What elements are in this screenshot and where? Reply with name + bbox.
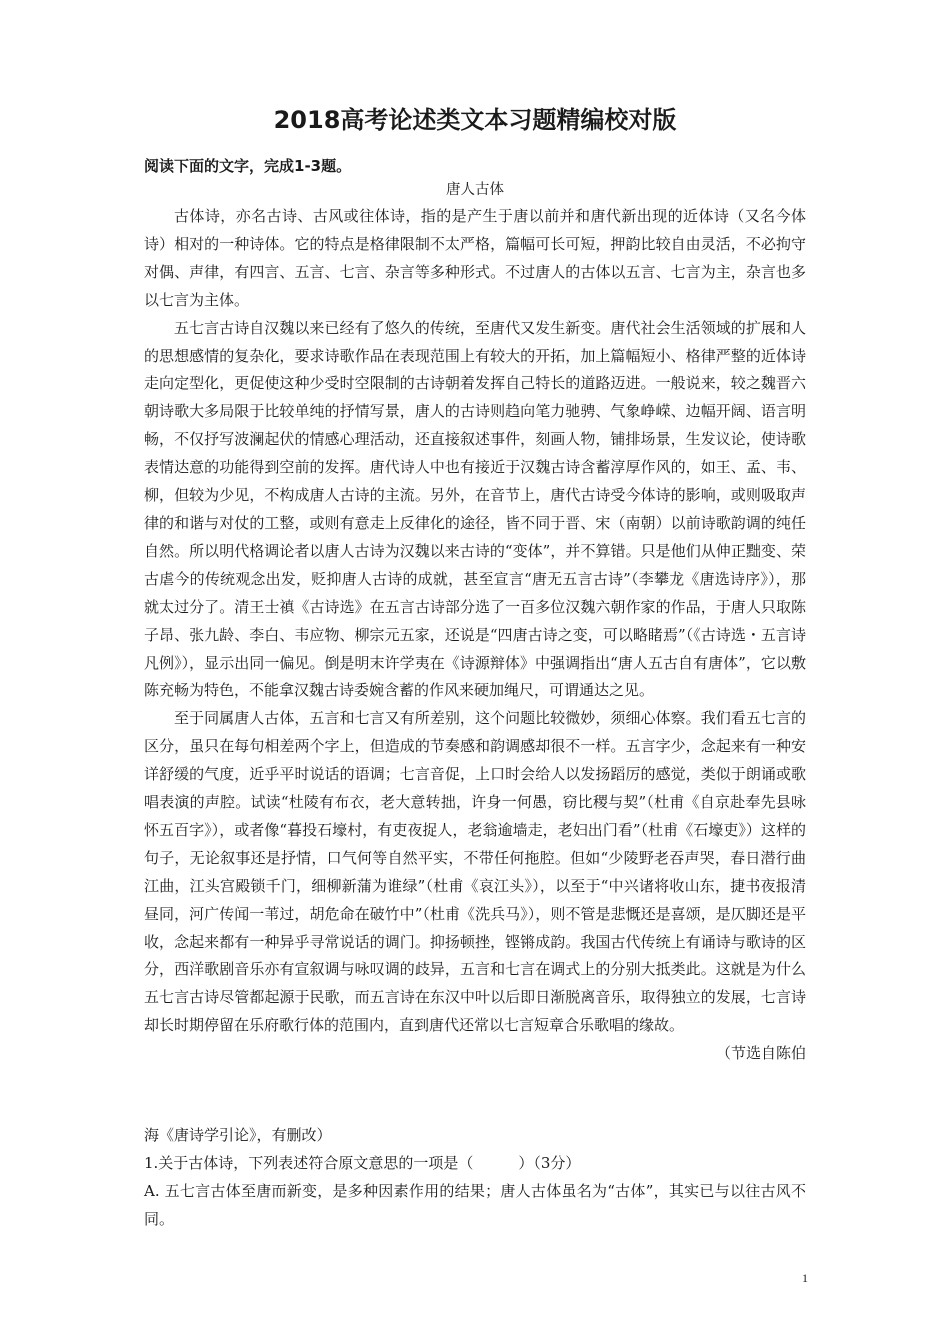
questions-section (144, 1122, 806, 1234)
page-number: 1 (802, 1271, 808, 1285)
article-title: 唐人古体 (446, 182, 504, 198)
document-title: 2018高考论述类文本习题精编校对版 (273, 106, 677, 134)
reading-instruction: 阅读下面的文字，完成1-3题。 (144, 157, 352, 175)
question-1-option-a: A. 五七言古体至唐而新变，是多种因素作用的结果；唐人古体虽名为“古体”，其实已与以往古风不同。 (144, 1181, 806, 1228)
article-body (144, 203, 806, 1068)
paragraph-1: 古体诗，亦名古诗、古风或往体诗，指的是产生于唐以前并和唐代新出现的近体诗（又名今体诗）相对的一种诗体。它的特点是格律限制不太严格，篇幅可长可短，押韵比较自由灵活，不必拘守对偶、声律，有四言、五言、七言、杂言等多种形式。不过唐人的古体以五言、七言为主，杂言也多以七言为主体。 (144, 207, 806, 309)
paragraph-3: 至于同属唐人古体，五言和七言又有所差别，这个问题比较微妙，须细心体察。我们看五七言的区分，虽只在每句相差两个字上，但造成的节奏感和韵调感却很不一样。五言字少，念起来有一种安详舒缓的气度，近乎平时说话的语调；七言音促，上口时会给人以发扬蹈厉的感觉，类似于朗诵或歌唱表演的声腔。试读“杜陵有布衣，老大意转拙，许身一何愚，窃比稷与契”（杜甫《自京赴奉先县咏怀五百字》），或者像“暮投石壕村，有吏夜捉人，老翁逾墙走，老妇出门看”（杜甫《石壕吏》）这样的句子，无论叙事还是抒情，口气何等自然平实，不带任何拖腔。但如“少陵野老吞声哭，春日潜行曲江曲，江头宫殿锁千门，细柳新蒲为谁绿”（杜甫《哀江头》），以至于“中兴诸将收山东，捷书夜报清昼同，河广传闻一苇过，胡危命在破竹中”（杜甫《洗兵马》），则不管是悲慨还是喜颂，是仄脚还是平收，念起来都有一种异乎寻常说话的调门。抑扬顿挫，铿锵成韵。我国古代传统上有诵诗与歌诗的区分，西洋歌剧音乐亦有宣叙调与咏叹调的歧异，五言和七言在调式上的分别大抵类此。这就是为什么五七言古诗尽管都起源于民歌，而五言诗在东汉中叶以后即日渐脱离音乐，取得独立的发展，七言诗却长时期停留在乐府歌行体的范围内，直到唐代还常以七言短章合乐歌唱的缘故。 (144, 709, 806, 1035)
question-1: 1.关于古体诗，下列表述符合原文意思的一项是（ ）（3分） (144, 1153, 581, 1172)
source-citation-line-2: 海《唐诗学引论》，有删改） (144, 1126, 332, 1144)
paragraph-2: 五七言古诗自汉魏以来已经有了悠久的传统，至唐代又发生新变。唐代社会生活领域的扩展和人的思想感情的复杂化，要求诗歌作品在表现范围上有较大的开拓，加上篇幅短小、格律严整的近体诗走向定型化，更促使这种少受时空限制的古诗朝着发挥自己特长的道路迈进。一般说来，较之魏晋六朝诗歌大多局限于比较单纯的抒情写景，唐人的古诗则趋向笔力驰骋、气象峥嵘、边幅开阔、语言明畅，不仅抒写波澜起伏的情感心理活动，还直接叙述事件，刻画人物，铺排场景，生发议论，使诗歌表情达意的功能得到空前的发挥。唐代诗人中也有接近于汉魏古诗含蓄淳厚作风的，如王、孟、韦、柳，但较为少见，不构成唐人古诗的主流。另外，在音节上，唐代古诗受今体诗的影响，或则吸取声律的和谐与对仗的工整，或则有意走上反律化的途径，皆不同于晋、宋（南朝）以前诗歌韵调的纯任自然。所以明代格调论者以唐人古诗为汉魏以来古诗的“变体”，并不算错。只是他们从伸正黜变、荣古虐今的传统观念出发，贬抑唐人古诗的成就，甚至宣言“唐无五言古诗”（李攀龙《唐选诗序》），那就太过分了。清王士禛《古诗选》在五言古诗部分选了一百多位汉魏六朝作家的作品，于唐人只取陈子昂、张九龄、李白、韦应物、柳宗元五家，还说是“四唐古诗之变，可以略睹焉”（《古诗选・五言诗凡例》），显示出同一偏见。倒是明末许学夷在《诗源辩体》中强调指出“唐人五古自有唐体”，它以敷陈充畅为特色，不能拿汉魏古诗委婉含蓄的作风来硬加绳尺，可谓通达之见。 (144, 318, 806, 700)
source-citation-line-1: （节选自陈伯 (715, 1044, 806, 1063)
